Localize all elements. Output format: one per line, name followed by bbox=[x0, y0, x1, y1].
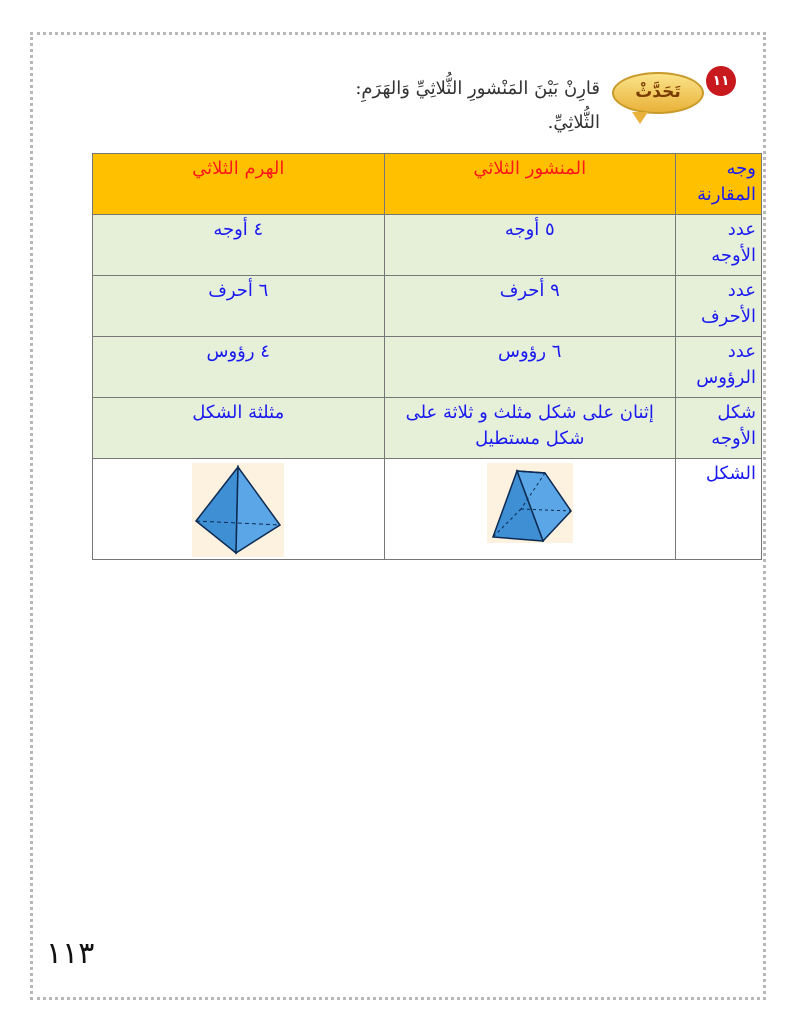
prompt-line-1: قارِنْ بَيْنَ المَنْشورِ الثُّلاثِيِّ وَالهَرَمِ: bbox=[355, 78, 600, 99]
row-label-faces: عدد الأوجه bbox=[676, 215, 762, 276]
question-prompt bbox=[270, 72, 600, 140]
row-label-shape: الشكل bbox=[676, 459, 762, 560]
header-label-cell: وجه المقارنة bbox=[676, 154, 762, 215]
prism-edges-cell: ٩ أحرف bbox=[384, 276, 676, 337]
talk-bubble: تَحَدَّثْ bbox=[612, 72, 704, 114]
comparison-table bbox=[92, 153, 762, 560]
prompt-line-2: الثُّلاثِيِّ. bbox=[547, 112, 600, 133]
header-prism-cell: المنشور الثلاثي bbox=[384, 154, 676, 215]
pyramid-edges-cell: ٦ أحرف bbox=[93, 276, 385, 337]
page-number: ١١٣ bbox=[46, 936, 95, 971]
table-row bbox=[93, 215, 762, 276]
table-row bbox=[93, 276, 762, 337]
row-label-face-shape: شكل الأوجه bbox=[676, 398, 762, 459]
triangular-prism-icon bbox=[487, 463, 573, 543]
row-label-edges: عدد الأحرف bbox=[676, 276, 762, 337]
pyramid-vertices-cell: ٤ رؤوس bbox=[93, 337, 385, 398]
prism-face-shape-cell: إثنان على شكل مثلث و ثلاثة على شكل مستطيل bbox=[384, 398, 676, 459]
pyramid-face-shape-cell: مثلثة الشكل bbox=[93, 398, 385, 459]
pyramid-shape-cell bbox=[93, 459, 385, 560]
table-row bbox=[93, 459, 762, 560]
triangular-pyramid-icon bbox=[192, 463, 284, 557]
header-pyramid-cell: الهرم الثلاثي bbox=[93, 154, 385, 215]
prism-vertices-cell: ٦ رؤوس bbox=[384, 337, 676, 398]
question-number-badge: ١١ bbox=[706, 66, 736, 96]
table-row bbox=[93, 398, 762, 459]
table-row bbox=[93, 337, 762, 398]
prism-faces-cell: ٥ أوجه bbox=[384, 215, 676, 276]
row-label-vertices: عدد الرؤوس bbox=[676, 337, 762, 398]
table-header-row bbox=[93, 154, 762, 215]
pyramid-faces-cell: ٤ أوجه bbox=[93, 215, 385, 276]
prism-shape-cell bbox=[384, 459, 676, 560]
